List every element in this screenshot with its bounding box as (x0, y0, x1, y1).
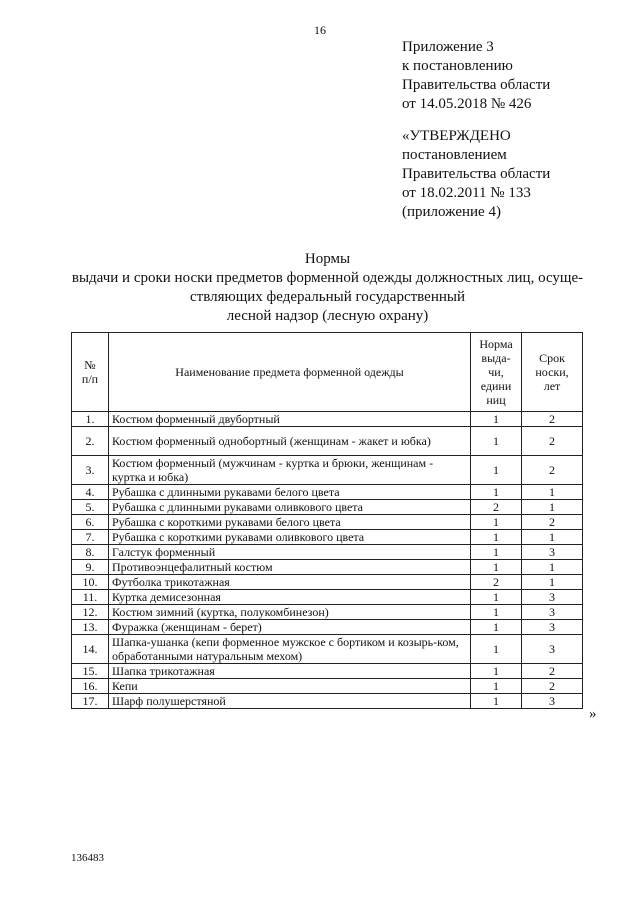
row-number: 11. (72, 590, 109, 605)
issue-norm: 1 (471, 590, 522, 605)
item-name: Костюм форменный (мужчинам - куртка и брюки, женщинам - куртка и юбка) (109, 456, 471, 485)
issue-norm: 1 (471, 560, 522, 575)
header-norm-line: выда- (481, 351, 511, 365)
header-term (522, 333, 583, 412)
table-row (72, 412, 583, 427)
row-number: 15. (72, 664, 109, 679)
approval-line: «УТВЕРЖДЕНО (402, 128, 511, 144)
row-number: 5. (72, 500, 109, 515)
wear-term: 3 (522, 605, 583, 620)
table-row (72, 575, 583, 590)
document-title (40, 250, 615, 326)
row-number: 13. (72, 620, 109, 635)
header-number-line: п/п (81, 372, 99, 386)
header-norm-line: ниц (486, 393, 506, 407)
item-name: Костюм зимний (куртка, полукомбинезон) (109, 605, 471, 620)
issue-norm: 1 (471, 456, 522, 485)
issue-norm: 1 (471, 515, 522, 530)
wear-term: 3 (522, 590, 583, 605)
row-number: 3. (72, 456, 109, 485)
issue-norm: 2 (471, 500, 522, 515)
issue-norm: 1 (471, 485, 522, 500)
issue-norm: 1 (471, 679, 522, 694)
wear-term: 3 (522, 694, 583, 709)
approval-line: от 18.02.2011 № 133 (402, 185, 531, 201)
attachment-line: Правительства области (402, 77, 551, 93)
wear-term: 2 (522, 427, 583, 456)
item-name: Рубашка с длинными рукавами оливкового цвета (109, 500, 471, 515)
approval-line: (приложение 4) (402, 204, 501, 220)
wear-term: 1 (522, 500, 583, 515)
header-term-line: лет (543, 379, 561, 393)
table-row (72, 545, 583, 560)
wear-term: 1 (522, 530, 583, 545)
item-name: Рубашка с короткими рукавами оливкового цвета (109, 530, 471, 545)
header-norm-line: Норма (479, 337, 513, 351)
wear-term: 2 (522, 412, 583, 427)
wear-term: 1 (522, 575, 583, 590)
item-name: Рубашка с короткими рукавами белого цвета (109, 515, 471, 530)
issue-norm: 1 (471, 605, 522, 620)
issue-norm: 1 (471, 412, 522, 427)
item-name: Шарф полушерстяной (109, 694, 471, 709)
table-row (72, 485, 583, 500)
row-number: 16. (72, 679, 109, 694)
attachment-line: Приложение 3 (402, 39, 494, 55)
table-row (72, 500, 583, 515)
header-norm-line: едини (480, 379, 512, 393)
item-name: Кепи (109, 679, 471, 694)
approval-line: Правительства области (402, 166, 551, 182)
table-row (72, 530, 583, 545)
header-norm-line: чи, (488, 365, 504, 379)
item-name: Фуражка (женщинам - берет) (109, 620, 471, 635)
page-number: 16 (314, 23, 326, 37)
item-name: Костюм форменный однобортный (женщинам - жакет и юбка) (109, 427, 471, 456)
item-name: Костюм форменный двубортный (109, 412, 471, 427)
table-row (72, 456, 583, 485)
issue-norm: 1 (471, 620, 522, 635)
wear-term: 3 (522, 620, 583, 635)
table-row (72, 635, 583, 664)
wear-term: 2 (522, 515, 583, 530)
document-code: 136483 (71, 852, 104, 864)
uniform-norms-table (71, 332, 583, 709)
header-norm (471, 333, 522, 412)
row-number: 14. (72, 635, 109, 664)
header-item-name: Наименование предмета форменной одежды (109, 333, 471, 412)
table-row (72, 427, 583, 456)
row-number: 8. (72, 545, 109, 560)
title-line: выдачи и сроки носки предметов форменной одежды должностных лиц, осуще- (71, 270, 584, 286)
attachment-block (402, 38, 550, 114)
table-row (72, 664, 583, 679)
table-row (72, 679, 583, 694)
item-name: Противоэнцефалитный костюм (109, 560, 471, 575)
wear-term: 2 (522, 679, 583, 694)
title-line: ствляющих федеральный государственный (190, 289, 465, 305)
header-term-line: Срок (539, 351, 565, 365)
approval-line: постановлением (402, 147, 507, 163)
item-name: Куртка демисезонная (109, 590, 471, 605)
issue-norm: 1 (471, 545, 522, 560)
issue-norm: 1 (471, 664, 522, 679)
closing-quote: » (589, 706, 597, 722)
item-name: Шапка трикотажная (109, 664, 471, 679)
row-number: 10. (72, 575, 109, 590)
wear-term: 2 (522, 456, 583, 485)
table-row (72, 620, 583, 635)
issue-norm: 1 (471, 427, 522, 456)
item-name: Футболка трикотажная (109, 575, 471, 590)
header-term-line: носки, (535, 365, 569, 379)
wear-term: 2 (522, 664, 583, 679)
row-number: 6. (72, 515, 109, 530)
row-number: 4. (72, 485, 109, 500)
issue-norm: 1 (471, 635, 522, 664)
attachment-line: от 14.05.2018 № 426 (402, 96, 532, 112)
row-number: 7. (72, 530, 109, 545)
table-row (72, 694, 583, 709)
attachment-line: к постановлению (402, 58, 513, 74)
issue-norm: 2 (471, 575, 522, 590)
title-line: Нормы (304, 251, 351, 267)
header-number-line: № (84, 358, 96, 372)
issue-norm: 1 (471, 530, 522, 545)
header-number (72, 333, 109, 412)
table-row (72, 590, 583, 605)
table-row (72, 515, 583, 530)
wear-term: 1 (522, 560, 583, 575)
issue-norm: 1 (471, 694, 522, 709)
approval-block (402, 127, 550, 222)
item-name: Галстук форменный (109, 545, 471, 560)
wear-term: 3 (522, 635, 583, 664)
row-number: 9. (72, 560, 109, 575)
row-number: 2. (72, 427, 109, 456)
table-row (72, 605, 583, 620)
table-header-row (72, 333, 583, 412)
row-number: 1. (72, 412, 109, 427)
wear-term: 1 (522, 485, 583, 500)
row-number: 17. (72, 694, 109, 709)
table-row (72, 560, 583, 575)
item-name: Шапка-ушанка (кепи форменное мужское с бортиком и козырь-ком, обработанными натуральным мехом) (109, 635, 471, 664)
item-name: Рубашка с длинными рукавами белого цвета (109, 485, 471, 500)
title-line: лесной надзор (лесную охрану) (226, 308, 429, 324)
row-number: 12. (72, 605, 109, 620)
wear-term: 3 (522, 545, 583, 560)
